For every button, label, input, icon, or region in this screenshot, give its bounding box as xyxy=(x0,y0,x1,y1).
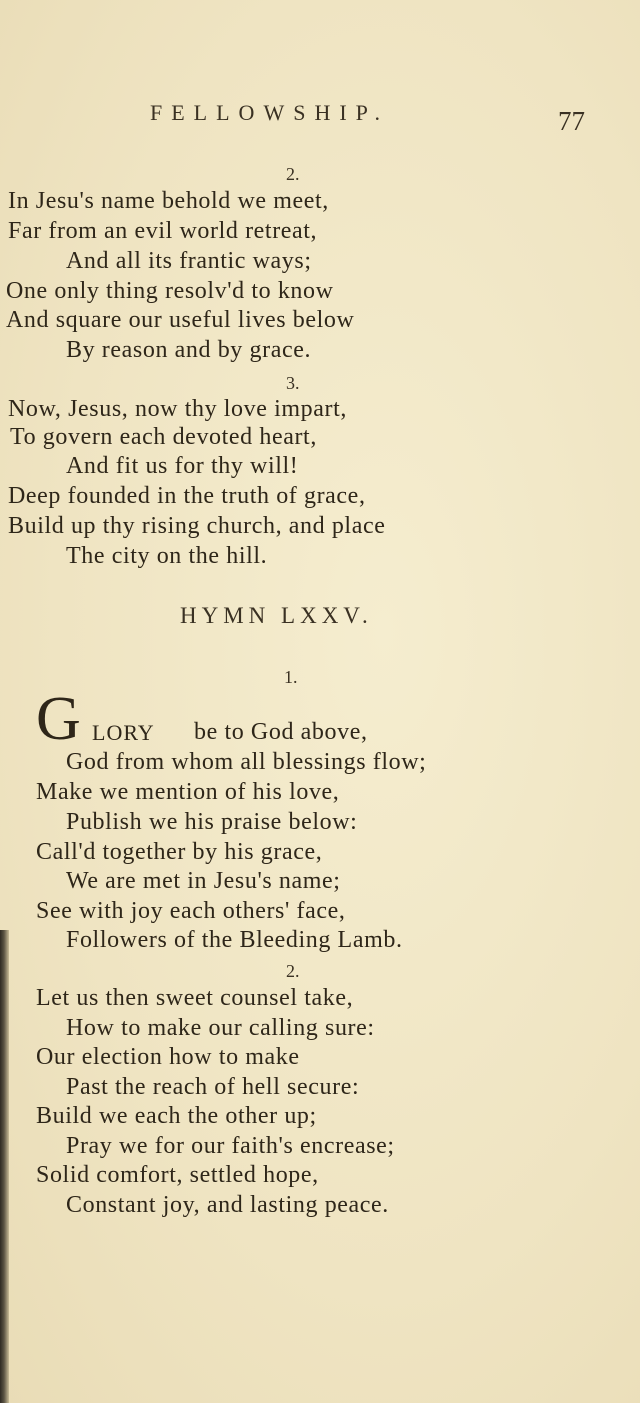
stanza-line: God from whom all blessings flow; xyxy=(66,749,427,775)
stanza-line: Constant joy, and lasting peace. xyxy=(66,1192,389,1218)
stanza-line: Make we mention of his love, xyxy=(36,779,340,805)
verse-line: And all its frantic ways; xyxy=(66,248,312,274)
stanza-line: Solid comfort, settled hope, xyxy=(36,1162,319,1188)
stanza-line: See with joy each others' face, xyxy=(36,898,346,924)
page-number: 77 xyxy=(558,106,585,136)
stanza-line: Our election how to make xyxy=(36,1044,300,1070)
drop-cap: G xyxy=(36,685,81,753)
stanza-number: 1. xyxy=(284,667,298,687)
first-word-rest: LORY xyxy=(92,720,155,745)
verse-line: One only thing resolv'd to know xyxy=(6,278,334,304)
verse-line: Deep founded in the truth of grace, xyxy=(8,483,366,509)
stanza-line: How to make our calling sure: xyxy=(66,1015,375,1041)
stanza-line: Call'd together by his grace, xyxy=(36,839,323,865)
stanza-line: Build we each the other up; xyxy=(36,1103,317,1129)
running-head: FELLOWSHIP. xyxy=(150,100,389,125)
verse-line: And fit us for thy will! xyxy=(66,453,299,479)
stanza-line: Pray we for our faith's encrease; xyxy=(66,1133,395,1159)
verse-line: Far from an evil world retreat, xyxy=(8,218,318,244)
verse-line: The city on the hill. xyxy=(66,543,268,569)
page-binding-edge xyxy=(0,930,9,1403)
verse-line: And square our useful lives below xyxy=(6,307,355,333)
verse-line: Now, Jesus, now thy love impart, xyxy=(8,396,347,422)
first-line-rest: be to God above, xyxy=(194,719,368,745)
stanza-line: Let us then sweet counsel take, xyxy=(36,985,354,1011)
stanza-line: Publish we his praise below: xyxy=(66,809,358,835)
verse-line: In Jesu's name behold we meet, xyxy=(8,188,329,214)
stanza-line: Past the reach of hell secure: xyxy=(66,1074,360,1100)
verse-number: 2. xyxy=(286,164,300,184)
stanza-line: We are met in Jesu's name; xyxy=(66,868,341,894)
verse-line: Build up thy rising church, and place xyxy=(8,513,386,539)
verse-number: 3. xyxy=(286,373,300,393)
stanza-number: 2. xyxy=(286,961,300,981)
stanza-line: Followers of the Bleeding Lamb. xyxy=(66,927,403,953)
verse-line: To govern each devoted heart, xyxy=(10,424,317,450)
hymn-title: HYMN LXXV. xyxy=(180,603,373,628)
verse-line: By reason and by grace. xyxy=(66,337,312,363)
